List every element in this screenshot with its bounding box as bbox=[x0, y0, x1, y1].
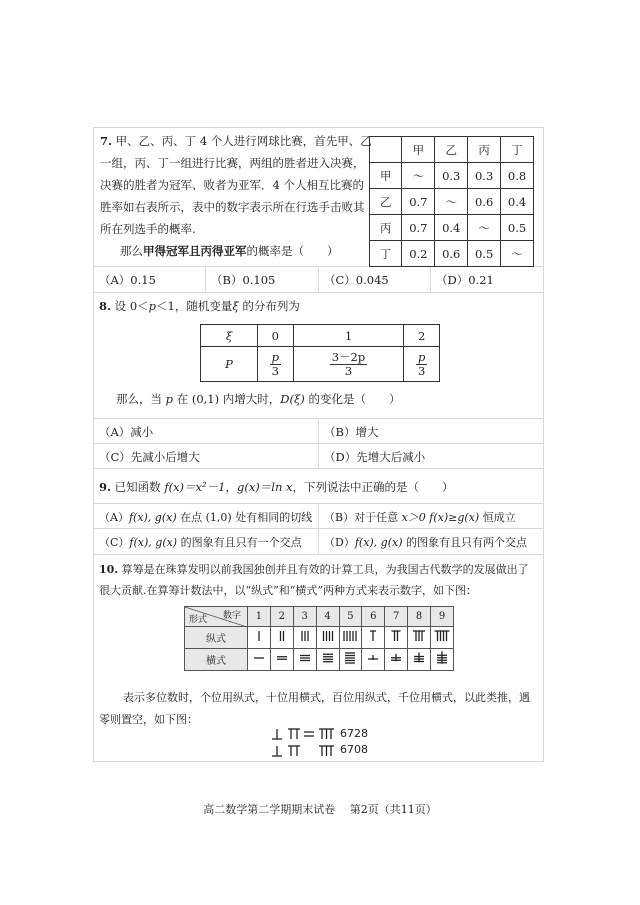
rod-digit-4-icon bbox=[318, 629, 338, 643]
xi-label: ξ bbox=[201, 325, 258, 347]
rod-digit-3-icon bbox=[295, 651, 315, 665]
q8-option-b[interactable]: （B）增大 bbox=[324, 425, 379, 439]
q7-option-b[interactable]: （B）0.105 bbox=[211, 273, 276, 287]
rod-digit-header: 1 bbox=[248, 607, 271, 627]
row-label-vertical: 纵式 bbox=[185, 627, 248, 649]
rod-cell bbox=[248, 649, 271, 671]
prob-cell: $\frac{p}{3}$ bbox=[258, 347, 294, 382]
rod-digit-7-icon bbox=[386, 629, 406, 643]
q9-stem: 9. 已知函数 f(x)＝x²－1，g(x)＝ln x，下列说法中正确的是（ ） bbox=[99, 480, 454, 494]
rod-numeral-6708-icon bbox=[270, 742, 340, 758]
divider bbox=[430, 266, 431, 292]
table-cell: ～ bbox=[468, 215, 501, 241]
page-footer: 高二数学第二学期期末试卷 第2页（共11页） bbox=[203, 803, 437, 816]
divider bbox=[93, 292, 543, 293]
table-cell: 0.5 bbox=[501, 215, 534, 241]
q8-question: 那么，当 p 在 (0,1) 内增大时，D(ξ) 的变化是（ ） bbox=[116, 392, 401, 406]
xi-value: 0 bbox=[258, 325, 294, 347]
q9-option-c[interactable]: （C）f(x), g(x) 的图象有且只有一个交点 bbox=[99, 536, 302, 549]
table-cell: 0.5 bbox=[468, 241, 501, 267]
win-rate-table bbox=[369, 136, 534, 267]
table-cell: ～ bbox=[501, 241, 534, 267]
q9-option-b[interactable]: （B）对于任意 x＞0 f(x)≥g(x) 恒成立 bbox=[324, 511, 516, 524]
rod-digit-header: 3 bbox=[293, 607, 316, 627]
p-label: P bbox=[201, 347, 258, 382]
table-cell: 0.6 bbox=[468, 189, 501, 215]
table-header-cell: 丁 bbox=[370, 241, 402, 267]
rod-cell bbox=[339, 627, 362, 649]
rod-cell bbox=[362, 649, 385, 671]
rod-cell bbox=[362, 627, 385, 649]
table-row bbox=[370, 137, 534, 163]
table-cell: ～ bbox=[435, 189, 468, 215]
rod-digit-header: 9 bbox=[431, 607, 454, 627]
rod-cell bbox=[408, 649, 431, 671]
rod-numeral-6728-icon bbox=[270, 725, 340, 741]
q7-line4: 胜率如右表所示，表中的数字表示所在行选手击败其 bbox=[100, 200, 365, 214]
rod-cell bbox=[339, 649, 362, 671]
q9-option-d[interactable]: （D）f(x), g(x) 的图象有且只有两个交点 bbox=[324, 536, 528, 549]
rod-digit-header: 7 bbox=[385, 607, 408, 627]
table-cell: 0.2 bbox=[402, 241, 435, 267]
table-header-cell: 丁 bbox=[501, 137, 534, 163]
q8-stem: 8. 设 0＜p＜1，随机变量ξ 的分布列为 bbox=[99, 299, 300, 313]
q7-question: 那么甲得冠军且丙得亚军的概率是（ ） bbox=[120, 244, 339, 258]
example-value-2: 6708 bbox=[340, 743, 368, 756]
rod-digit-6-icon bbox=[363, 629, 383, 643]
xi-value: 2 bbox=[404, 325, 440, 347]
table-header-cell bbox=[370, 137, 402, 163]
rod-cell bbox=[293, 627, 316, 649]
counting-rod-table bbox=[184, 606, 454, 671]
rod-header-bottom: 形式 bbox=[189, 615, 208, 625]
table-cell: ～ bbox=[402, 163, 435, 189]
table-cell: 0.3 bbox=[435, 163, 468, 189]
rod-cell bbox=[385, 627, 408, 649]
prob-cell: $\frac{3-2p}{3}$ bbox=[293, 347, 404, 382]
q7-option-c[interactable]: （C）0.045 bbox=[324, 273, 389, 287]
table-header-cell: 丙 bbox=[468, 137, 501, 163]
rod-digit-3-icon bbox=[295, 629, 315, 643]
table-cell: 0.4 bbox=[435, 215, 468, 241]
q10-line2: 很大贡献.在算筹计数法中，以“纵式”和“横式”两种方式来表示数字，如下图： bbox=[99, 584, 477, 597]
divider bbox=[318, 418, 319, 468]
q9-option-a[interactable]: （A）f(x), g(x) 在点 (1,0) 处有相同的切线 bbox=[99, 511, 313, 524]
rod-cell bbox=[385, 649, 408, 671]
rod-cell bbox=[270, 627, 293, 649]
rod-header-corner bbox=[185, 607, 248, 627]
divider bbox=[318, 266, 319, 292]
rod-cell bbox=[270, 649, 293, 671]
divider bbox=[318, 503, 319, 554]
rod-digit-8-icon bbox=[409, 629, 429, 643]
example-value-1: 6728 bbox=[340, 727, 368, 740]
rod-cell bbox=[248, 627, 271, 649]
rod-digit-header: 4 bbox=[316, 607, 339, 627]
rod-digit-8-icon bbox=[409, 651, 429, 665]
distribution-table bbox=[200, 324, 440, 382]
q10-para1: 表示多位数时，个位用纵式，十位用横式，百位用纵式，千位用横式，以此类推，遇 bbox=[123, 691, 530, 704]
table-cell: 0.7 bbox=[402, 189, 435, 215]
row-label-horizontal: 横式 bbox=[185, 649, 248, 671]
rod-cell bbox=[431, 649, 454, 671]
q8-option-d[interactable]: （D）先增大后减小 bbox=[324, 450, 426, 464]
table-header-cell: 乙 bbox=[435, 137, 468, 163]
rod-cell bbox=[431, 627, 454, 649]
table-row bbox=[370, 215, 534, 241]
table-row bbox=[370, 241, 534, 267]
q7-line5: 所在列选手的概率. bbox=[100, 222, 196, 236]
rod-digit-5-icon bbox=[340, 651, 360, 665]
q7-line1: 7. 甲、乙、丙、丁 4 个人进行网球比赛，首先甲、乙 bbox=[100, 134, 372, 148]
rod-digit-9-icon bbox=[432, 651, 452, 665]
rod-digit-2-icon bbox=[272, 651, 292, 665]
divider bbox=[93, 554, 543, 555]
table-cell: 0.8 bbox=[501, 163, 534, 189]
rod-digit-header: 8 bbox=[408, 607, 431, 627]
prob-cell: $\frac{p}{3}$ bbox=[404, 347, 440, 382]
rod-digit-5-icon bbox=[340, 629, 360, 643]
rod-header-top: 数字 bbox=[222, 611, 241, 621]
table-header-cell: 甲 bbox=[370, 163, 402, 189]
rod-cell bbox=[316, 649, 339, 671]
q10-para2: 零则置空，如下图： bbox=[99, 713, 198, 726]
rod-digit-1-icon bbox=[249, 629, 269, 643]
rod-digit-2-icon bbox=[272, 629, 292, 643]
table-row bbox=[370, 189, 534, 215]
table-header-cell: 乙 bbox=[370, 189, 402, 215]
table-cell: 0.6 bbox=[435, 241, 468, 267]
rod-digit-9-icon bbox=[432, 629, 452, 643]
q10-line1: 10. 算筹是在珠算发明以前我国独创并且有效的计算工具，为我国古代数学的发展做出了 bbox=[99, 563, 529, 576]
divider bbox=[93, 468, 543, 469]
q7-option-d[interactable]: （D）0.21 bbox=[436, 273, 494, 287]
table-header-cell: 甲 bbox=[402, 137, 435, 163]
rod-digit-header: 6 bbox=[362, 607, 385, 627]
rod-digit-header: 5 bbox=[339, 607, 362, 627]
rod-digit-6-icon bbox=[363, 651, 383, 665]
q8-option-c[interactable]: （C）先减小后增大 bbox=[99, 450, 200, 464]
table-cell: 0.7 bbox=[402, 215, 435, 241]
rod-cell bbox=[293, 649, 316, 671]
q7-line2: 一组，丙、丁一组进行比赛，两组的胜者进入决赛， bbox=[100, 156, 365, 170]
table-row bbox=[370, 163, 534, 189]
q7-line3: 决赛的胜者为冠军、败者为亚军．4 个人相互比赛的 bbox=[100, 178, 364, 192]
divider bbox=[205, 266, 206, 292]
table-cell: 0.3 bbox=[468, 163, 501, 189]
rod-digit-header: 2 bbox=[270, 607, 293, 627]
q8-option-a[interactable]: （A）减小 bbox=[99, 425, 154, 439]
table-header-cell: 丙 bbox=[370, 215, 402, 241]
rod-cell bbox=[408, 627, 431, 649]
rod-cell bbox=[316, 627, 339, 649]
rod-digit-1-icon bbox=[249, 651, 269, 665]
table-cell: 0.4 bbox=[501, 189, 534, 215]
q7-option-a[interactable]: （A）0.15 bbox=[99, 273, 156, 287]
rod-digit-7-icon bbox=[386, 651, 406, 665]
xi-value: 1 bbox=[293, 325, 404, 347]
rod-digit-4-icon bbox=[318, 651, 338, 665]
example-rods-2 bbox=[270, 742, 340, 761]
